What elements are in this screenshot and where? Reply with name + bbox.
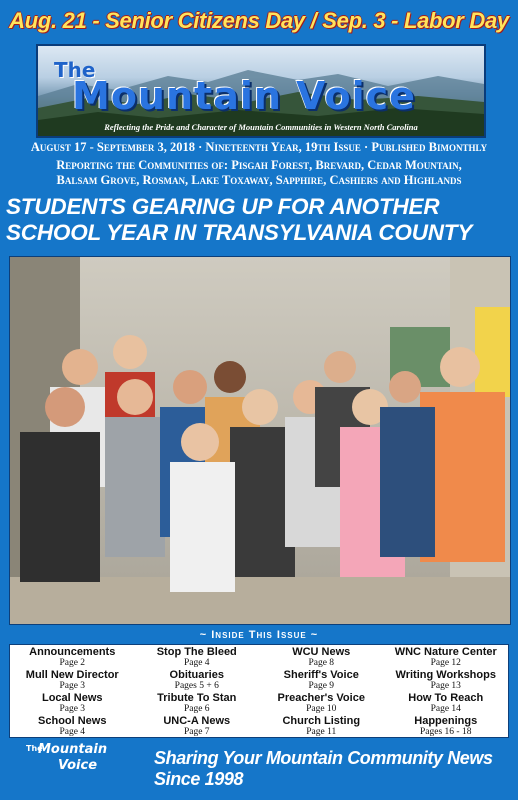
holiday-banner: Aug. 21 - Senior Citizens Day / Sep. 3 - Labor Day [9, 8, 509, 33]
index-item-title: Announcements [29, 646, 116, 658]
footer-logo-the: The [26, 744, 43, 753]
index-item-title: Happenings [414, 715, 478, 727]
index-item-page: Page 11 [306, 727, 337, 737]
index-item-page: Page 2 [59, 658, 86, 668]
inside-this-issue-heading: ~ Inside This Issue ~ [199, 629, 319, 641]
footer-logo [14, 742, 154, 786]
index-item-page: Pages 5 + 6 [174, 681, 219, 691]
index-item[interactable] [384, 670, 509, 693]
index-item-title: Obituaries [169, 669, 224, 681]
masthead-the: The [54, 58, 96, 82]
index-item-title: WCU News [292, 646, 351, 658]
index-item-page: Page 8 [308, 658, 335, 668]
index-item-title: Writing Workshops [395, 669, 496, 681]
reporting-line-1: Reporting the Communities of: Pisgah Forest, Brevard, Cedar Mountain, [56, 158, 462, 172]
index-item[interactable] [259, 670, 384, 693]
index-item-title: Sheriff's Voice [283, 669, 359, 681]
footer-logo-line-1: Mountain [38, 742, 108, 757]
index-item-title: Stop The Bleed [156, 646, 237, 658]
index-item-title: How To Reach [408, 692, 484, 704]
index-item[interactable] [135, 670, 260, 693]
index-item[interactable] [10, 693, 135, 716]
index-item-page: Page 12 [430, 658, 461, 668]
index-item[interactable] [259, 647, 384, 670]
index-item-title: Mull New Director [25, 669, 119, 681]
masthead-tagline: Reflecting the Pride and Character of Mountain Communities in Western North Carolina [104, 122, 418, 132]
index-item-title: Local News [41, 692, 103, 704]
students-photo-illustration [10, 257, 510, 624]
issue-dateline: August 17 - September 3, 2018 · Nineteenth Year, 19th Issue · Published Bimonthly [30, 140, 488, 154]
index-item[interactable] [384, 716, 509, 739]
index-item[interactable] [10, 647, 135, 670]
index-item-title: Church Listing [282, 715, 361, 727]
index-item[interactable] [135, 647, 260, 670]
index-item[interactable] [135, 693, 260, 716]
headline-line-2: SCHOOL YEAR IN TRANSYLVANIA COUNTY [6, 220, 473, 245]
index-item-title: Tribute To Stan [157, 692, 237, 704]
index-item-title: School News [38, 715, 107, 727]
index-item-page: Page 9 [308, 681, 335, 691]
headline-line-1: STUDENTS GEARING UP FOR ANOTHER [6, 194, 440, 219]
masthead [36, 44, 486, 138]
reporting-line-2: Balsam Grove, Rosman, Lake Toxaway, Sapphire, Cashiers and Highlands [56, 173, 462, 187]
masthead-title: Mountain Voice [72, 74, 416, 118]
index-item-page: Pages 16 - 18 [420, 727, 472, 737]
index-item[interactable] [259, 716, 384, 739]
index-item-title: WNC Nature Center [394, 646, 497, 658]
students-group-photo [9, 256, 511, 625]
index-item-page: Page 6 [183, 704, 210, 714]
inside-this-issue-index [9, 644, 509, 738]
index-item-page: Page 3 [59, 681, 86, 691]
index-item-page: Page 10 [306, 704, 337, 714]
index-item-page: Page 14 [430, 704, 461, 714]
index-item-page: Page 4 [183, 658, 210, 668]
index-item[interactable] [384, 647, 509, 670]
index-item[interactable] [10, 716, 135, 739]
index-item[interactable] [135, 716, 260, 739]
reporting-communities [0, 158, 518, 188]
index-item-title: Preacher's Voice [277, 692, 365, 704]
index-item[interactable] [259, 693, 384, 716]
footer-logo-line-2: Voice [58, 758, 98, 773]
index-item-title: UNC-A News [163, 715, 231, 727]
footer-slogan: Sharing Your Mountain Community News Since 1998 [154, 748, 493, 789]
index-item[interactable] [10, 670, 135, 693]
index-item-page: Page 3 [59, 704, 86, 714]
index-item-page: Page 7 [183, 727, 210, 737]
index-item[interactable] [384, 693, 509, 716]
main-headline [6, 194, 516, 246]
index-item-page: Page 4 [59, 727, 86, 737]
index-item-page: Page 13 [430, 681, 461, 691]
